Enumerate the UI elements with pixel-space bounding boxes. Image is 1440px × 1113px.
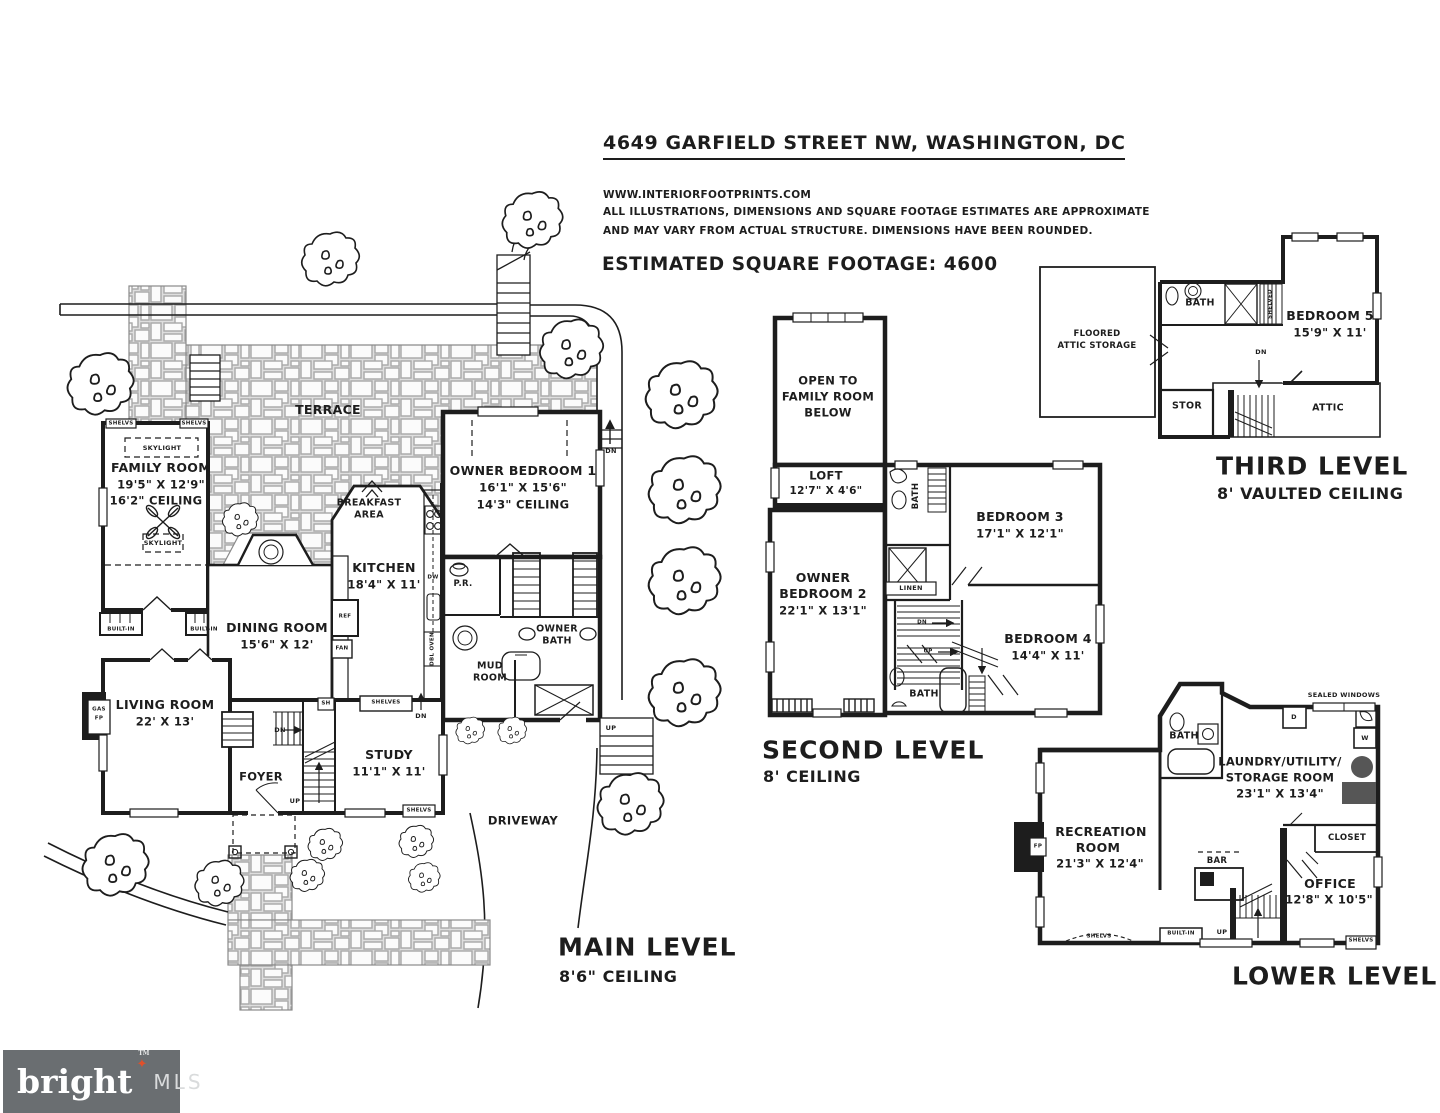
bath-lower-level-label: BATH (1169, 730, 1199, 742)
up-label-2nd: UP (923, 648, 933, 655)
third-level-title: THIRD LEVEL (1216, 451, 1409, 481)
brightmls-wordmark (17, 1050, 150, 1101)
dbl-oven-label: DBL OVEN (429, 632, 436, 666)
dining-room-label: DINING ROOM (226, 619, 328, 635)
owner-bedroom1-label: OWNER BEDROOM 1 (449, 462, 597, 478)
laundry-line1: LAUNDRY/UTILITY/ (1218, 754, 1342, 769)
family-room-dims: 19'5" X 12'9" (117, 477, 205, 492)
mud-room-line1: MUD (477, 660, 503, 672)
lower-level-title: LOWER LEVEL (1232, 961, 1438, 991)
shelvs-label-1: SHELVS (108, 420, 134, 427)
stor-label: STOR (1172, 400, 1202, 412)
up-stair-label: UP (289, 796, 301, 805)
bedroom3-dims: 17'1" X 12'1" (976, 526, 1064, 541)
bedroom4-dims: 14'4" X 11' (1011, 648, 1085, 663)
up-lower-label: UP (1216, 927, 1228, 936)
bath-lower-label: BATH (909, 688, 939, 700)
owner-bedroom2-dims: 22'1" X 13'1" (779, 603, 867, 618)
brightmls-mls-text: MLS (153, 1069, 204, 1094)
breakfast-area-line2: AREA (354, 509, 384, 521)
second-level-ceiling: 8' CEILING (763, 767, 861, 786)
owner-bedroom2-line1: OWNER (795, 569, 851, 585)
dn-3rd-label: DN (1255, 347, 1267, 356)
owner-bedroom1-ceiling: 14'3" CEILING (476, 497, 570, 512)
study-label: STUDY (365, 746, 413, 762)
dw-label: DW (427, 574, 439, 581)
open-to-line1: OPEN TO (798, 373, 858, 388)
disclaimer-line1: ALL ILLUSTRATIONS, DIMENSIONS AND SQUARE FOOTAGE ESTIMATES ARE APPROXIMATE (603, 206, 1150, 218)
linen-label: LINEN (899, 583, 923, 592)
shelvs-study-label: SHELVS (406, 807, 432, 814)
open-to-line3: BELOW (804, 405, 852, 420)
main-level-title: MAIN LEVEL (558, 932, 737, 962)
laundry-line2: STORAGE ROOM (1225, 770, 1335, 785)
brightmls-brand-text: bright (17, 1062, 133, 1101)
bedroom5-label: BEDROOM 5 (1286, 307, 1374, 323)
skylight-label-1: SKYLIGHT (142, 443, 182, 452)
sh-label: SH (321, 700, 331, 707)
shelvs-lower-right: SHELVS (1348, 937, 1374, 944)
recreation-line1: RECREATION (1055, 823, 1147, 839)
main-level-ceiling: 8'6" CEILING (559, 967, 678, 986)
foyer-label: FOYER (239, 769, 283, 784)
gas-fp-line2: FP (94, 715, 104, 722)
owner-bedroom2-line2: BEDROOM 2 (779, 585, 867, 601)
kitchen-dims: 18'4" X 11' (347, 577, 421, 592)
star-icon: ✦ (136, 1057, 148, 1072)
recreation-line2: ROOM (1075, 839, 1121, 855)
powder-room-label: P.R. (453, 578, 473, 589)
bedroom5-dims: 15'9" X 11' (1293, 325, 1367, 340)
attic-storage-line2: ATTIC STORAGE (1057, 340, 1137, 351)
ref-label: REF (338, 613, 352, 620)
page-title: 4649 GARFIELD STREET NW, WASHINGTON, DC (603, 134, 1125, 160)
up-stoop-label: UP (605, 723, 617, 732)
shelves-label: SHELVES (371, 699, 401, 706)
bedroom3-label: BEDROOM 3 (976, 508, 1064, 524)
terrace-label: TERRACE (295, 401, 361, 417)
loft-label: LOFT (809, 468, 843, 483)
loft-dims: 12'7" X 4'6" (789, 484, 863, 497)
dryer-label: D (1291, 712, 1297, 721)
sealed-windows-label: SEALED WINDOWS (1307, 690, 1381, 699)
living-room-label: LIVING ROOM (115, 696, 215, 712)
square-footage: ESTIMATED SQUARE FOOTAGE: 4600 (602, 254, 998, 275)
recreation-dims: 21'3" X 12'4" (1056, 856, 1144, 871)
office-label: OFFICE (1304, 875, 1356, 891)
closet-label: CLOSET (1327, 832, 1367, 843)
family-room-label: FAMILY ROOM (111, 459, 211, 475)
built-in-label-1: BUILT-IN (107, 626, 135, 633)
attic-storage-line1: FLOORED (1073, 328, 1121, 339)
third-level-ceiling: 8' VAULTED CEILING (1217, 484, 1404, 503)
family-room-ceiling: 16'2" CEILING (109, 493, 203, 508)
shelvs-label-2: SHELVS (181, 420, 207, 427)
study-dims: 11'1" X 11' (352, 764, 426, 779)
shelved-label: SHELVED (1267, 289, 1274, 319)
disclaimer-line2: AND MAY VARY FROM ACTUAL STRUCTURE. DIMENSIONS HAVE BEEN ROUNDED. (603, 225, 1093, 237)
bar-label: BAR (1206, 855, 1228, 866)
second-level-title: SECOND LEVEL (762, 735, 985, 765)
kitchen-label: KITCHEN (352, 559, 416, 575)
owner-bedroom1-dims: 16'1" X 15'6" (479, 480, 567, 495)
website: WWW.INTERIORFOOTPRINTS.COM (603, 189, 812, 201)
attic-label: ATTIC (1312, 402, 1344, 414)
breakfast-area-line1: BREAKFAST (336, 497, 402, 509)
office-dims: 12'8" X 10'5" (1285, 892, 1373, 907)
owner-bath-line2: BATH (542, 635, 572, 647)
lower-level-plan (1014, 684, 1382, 949)
washer-label: W (1361, 733, 1369, 742)
fp-label: FP (1033, 843, 1043, 850)
dn-walk-label: DN (605, 446, 617, 455)
skylight-label-2: SKYLIGHT (143, 538, 183, 547)
dn-stair-label: DN (274, 725, 286, 734)
trademark-symbol: TM (138, 1050, 150, 1057)
built-in-lower-label: BUILT-IN (1167, 930, 1195, 937)
shelvs-lower-left: SHELVS (1086, 933, 1112, 940)
built-in-label-2: BUILT-IN (190, 626, 218, 633)
gas-fp-line1: GAS (92, 706, 106, 713)
bath-3rd-label: BATH (1185, 297, 1215, 309)
bedroom4-label: BEDROOM 4 (1004, 630, 1092, 646)
mud-room-line2: ROOM (472, 672, 508, 684)
bath-upper-label: BATH (910, 482, 921, 510)
dining-room-dims: 15'6" X 12' (240, 637, 314, 652)
driveway-label: DRIVEWAY (487, 813, 559, 828)
dn-label-2nd: DN (917, 619, 927, 626)
brightmls-logo (3, 1050, 204, 1113)
owner-bath-line1: OWNER (536, 623, 578, 635)
living-room-dims: 22' X 13' (135, 714, 195, 729)
dn-hall-label: DN (415, 711, 427, 720)
open-to-line2: FAMILY ROOM (781, 389, 875, 404)
fan-label: FAN (335, 645, 349, 652)
laundry-dims: 23'1" X 13'4" (1236, 786, 1324, 801)
